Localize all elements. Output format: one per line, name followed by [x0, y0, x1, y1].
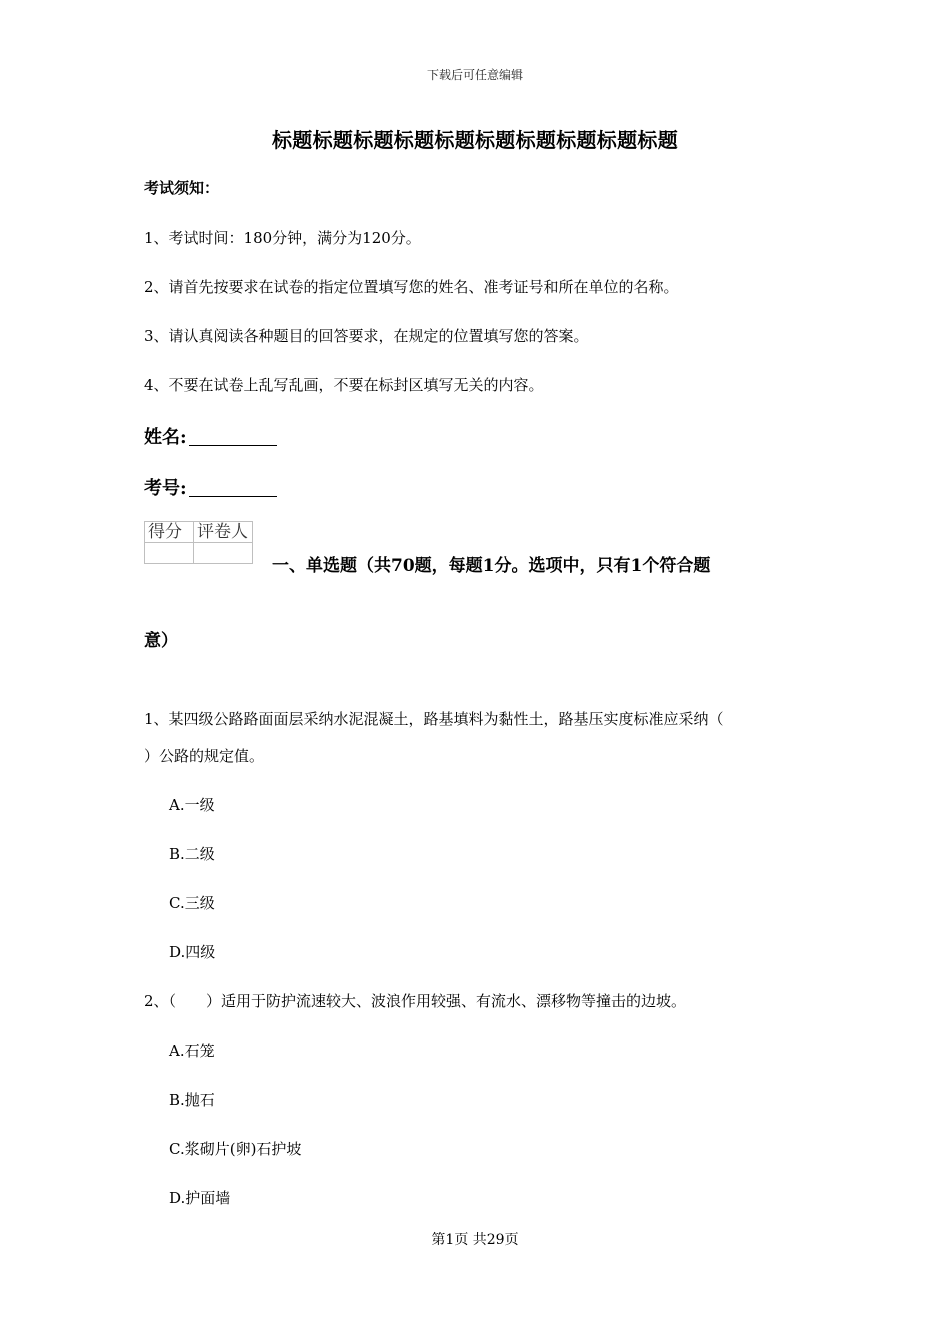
question-2-option-b: B.抛石 [169, 1091, 215, 1109]
header-note: 下载后可任意编辑 [426, 68, 523, 82]
section-heading-line2: 意） [144, 631, 178, 651]
question-1-option-c: C.三级 [169, 894, 215, 912]
grader-header: 评卷人 [194, 522, 253, 543]
score-header: 得分 [145, 522, 194, 543]
question-1-stem-line2: ）公路的规定值。 [144, 747, 265, 765]
id-label: 考号: [144, 478, 187, 499]
page-footer: 第1页 共29页 [431, 1232, 519, 1248]
notice-item-1: 1、考试时间：180分钟，满分为120分。 [144, 229, 421, 247]
score-cell[interactable] [145, 543, 194, 564]
notice-item-3: 3、请认真阅读各种题目的回答要求，在规定的位置填写您的答案。 [144, 327, 589, 345]
question-2-option-a: A.石笼 [169, 1042, 215, 1060]
notice-item-4: 4、不要在试卷上乱写乱画，不要在标封区填写无关的内容。 [144, 376, 544, 394]
question-1-option-d: D.四级 [169, 943, 216, 961]
id-field [144, 474, 277, 500]
question-2-option-d: D.护面墙 [169, 1189, 231, 1207]
question-1-stem-line1: 1、某四级公路路面面层采纳水泥混凝土，路基填料为黏性土，路基压实度标准应采纳（ [144, 710, 724, 728]
notice-heading: 考试须知： [144, 179, 220, 197]
section-heading-line1: 一、单选题（共70题，每题1分。选项中，只有1个符合题 [272, 556, 711, 576]
score-box [144, 521, 253, 564]
question-2-option-c: C.浆砌片(卵)石护坡 [169, 1140, 302, 1158]
name-blank-line[interactable] [189, 427, 277, 446]
question-1-option-a: A.一级 [169, 796, 215, 814]
question-1-option-b: B.二级 [169, 845, 215, 863]
question-2-stem: 2、（ ）适用于防护流速较大、波浪作用较强、有流水、漂移物等撞击的边坡。 [144, 992, 687, 1010]
name-field [144, 423, 277, 449]
grader-cell[interactable] [194, 543, 253, 564]
id-blank-line[interactable] [189, 478, 277, 497]
name-label: 姓名: [144, 427, 187, 448]
document-title: 标题标题标题标题标题标题标题标题标题标题 [272, 128, 678, 152]
notice-item-2: 2、请首先按要求在试卷的指定位置填写您的姓名、准考证号和所在单位的名称。 [144, 278, 679, 296]
